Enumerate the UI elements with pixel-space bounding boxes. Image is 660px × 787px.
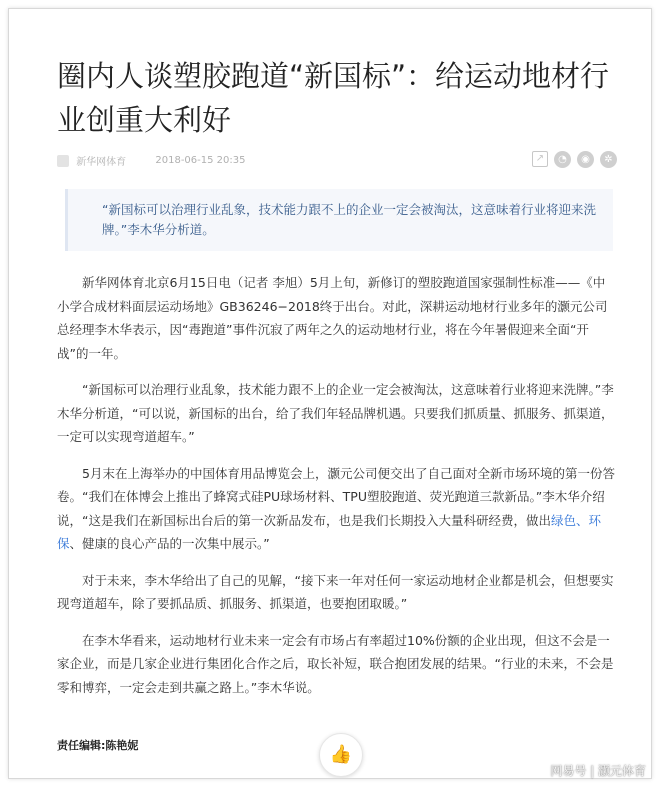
paragraph: 新华网体育北京6月15日电（记者 李旭）5月上旬，新修订的塑胶跑道国家强制性标准——《中小学合成材料面层运动场地》GB36246−2018终于出台。对此，深耕运动地材行业多年的灏元公司总经理李木华表示，因“毒跑道”事件沉寂了两年之久的运动地材行业，将在今年暑假迎来全面“开战”的一年。 xyxy=(57,275,608,361)
like-button[interactable] xyxy=(319,733,363,777)
wechat-icon[interactable]: ◔ xyxy=(554,151,571,168)
weibo-icon[interactable]: ◉ xyxy=(577,151,594,168)
paragraph-text: 、健康的良心产品的一次集中展示。” xyxy=(69,536,270,551)
share-link-icon[interactable]: ↗ xyxy=(532,151,548,167)
paragraph: 对于未来，李木华给出了自己的见解，“接下来一年对任何一家运动地材企业都是机会，但想要实现弯道超车，除了要抓品质、抓服务、抓渠道，也要抱团取暖。” xyxy=(57,572,614,611)
green-eco-link[interactable]: 绿色、环保 xyxy=(57,512,601,551)
responsible-editor: 责任编辑:陈艳妮 xyxy=(57,739,139,752)
watermark: 网易号 | 灏元体育 xyxy=(550,764,646,778)
paragraph: “新国标可以治理行业乱象，技术能力跟不上的企业一定会被淘汰，这意味着行业将迎来洗牌。”李木华分析道，“可以说，新国标的出台，给了我们年轻品牌机遇。只要我们抓质量、抓服务、抓渠道，一定可以实现弯道超车。” xyxy=(57,382,614,444)
article-summary: “新国标可以治理行业乱象，技术能力跟不上的企业一定会被淘汰，这意味着行业将迎来洗牌。”李木华分析道。 xyxy=(65,189,613,251)
paragraph-text: 5月末在上海举办的中国体育用品博览会上，灏元公司便交出了自己面对全新市场环境的第一份答卷。“我们在体博会上推出了蜂窝式硅PU球场材料、TPU塑胶跑道、荧光跑道三款新品。”李木华介绍说，“这是我们在新国标出台后的第一次新品发布，也是我们长期投入大量科研经费，做出 xyxy=(57,465,615,528)
share-bar xyxy=(532,151,617,168)
article-body xyxy=(57,271,617,712)
paragraph xyxy=(57,462,617,556)
article-page xyxy=(8,8,652,779)
article-title: 圈内人谈塑胶跑道“新国标”：给运动地材行业创重大利好 xyxy=(57,59,610,138)
article-time: 2018-06-15 20:35 xyxy=(155,155,246,166)
source-logo-icon xyxy=(57,155,69,167)
thumbs-up-icon: 👍 xyxy=(329,744,353,765)
settings-gear-icon[interactable]: ✲ xyxy=(600,151,617,168)
paragraph: 在李木华看来，运动地材行业未来一定会有市场占有率超过10%份额的企业出现，但这不会是一家企业，而是几家企业进行集团化合作之后，取长补短，联合抱团发展的结果。“行业的未来，不会是零和博弈，一定会走到共赢之路上。”李木华说。 xyxy=(57,632,614,695)
article-source[interactable]: 新华网体育 xyxy=(76,157,127,168)
article-meta xyxy=(57,153,617,173)
